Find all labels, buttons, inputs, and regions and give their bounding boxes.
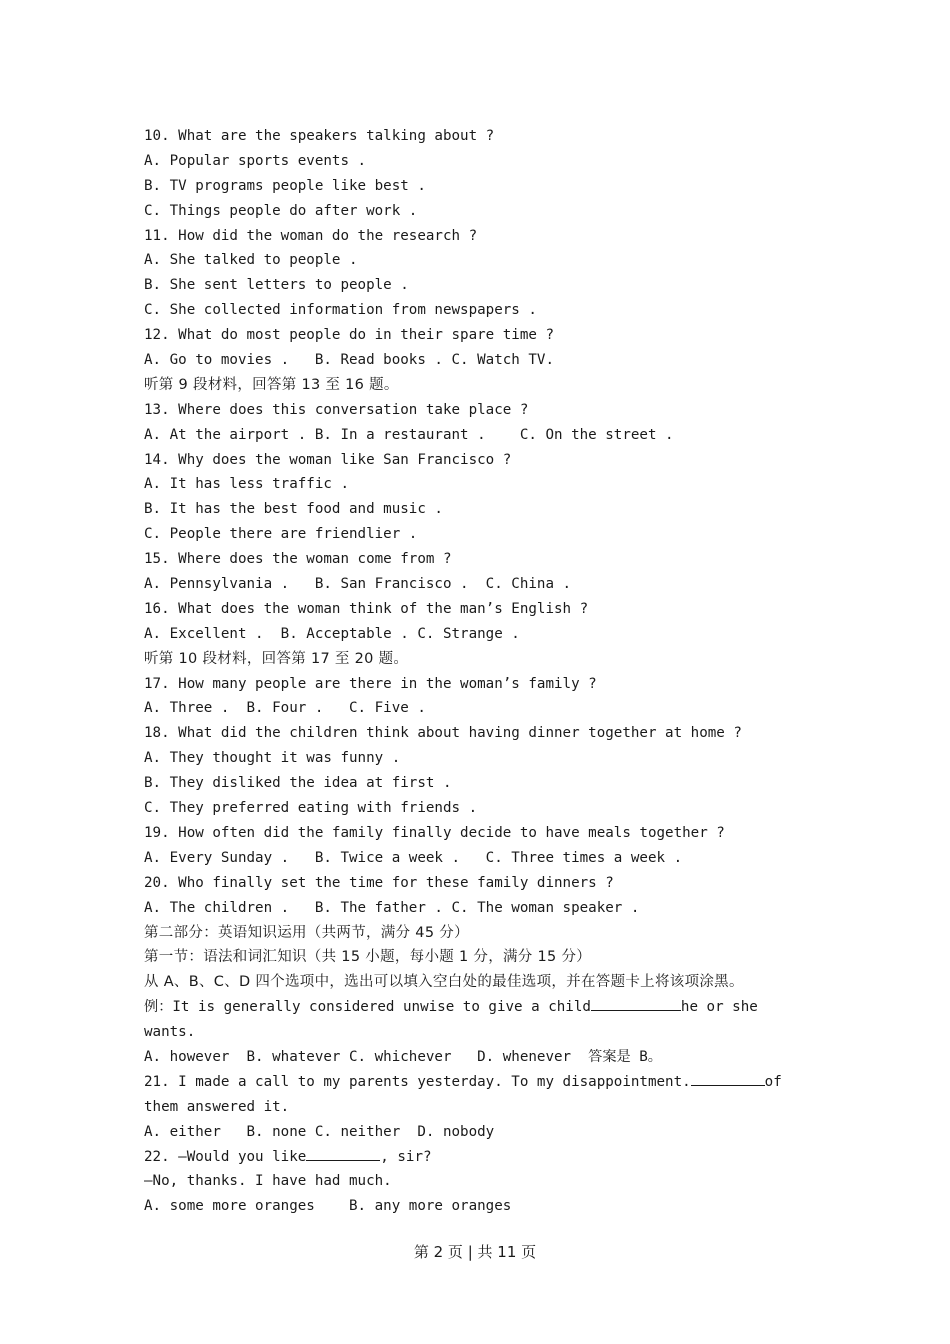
question-22-reply: —No, thanks. I have had much. <box>144 1173 392 1190</box>
page-footer: 第 2 页 | 共 11 页 <box>413 1243 537 1261</box>
text-line: 20. Who finally set the time for these family dinners ? <box>144 874 614 891</box>
text-line: A. At the airport . B. In a restaurant . C. On the street . <box>144 426 674 443</box>
example-options: A. however B. whatever C. whichever D. whenever 答案是 B。 <box>144 1048 662 1065</box>
text-line: C. Things people do after work . <box>144 202 418 219</box>
answer-blank <box>306 1146 380 1161</box>
question-22-options: A. some more oranges B. any more oranges <box>144 1198 512 1215</box>
text-line: A. They thought it was funny . <box>144 750 401 767</box>
exam-page-body <box>144 124 824 1219</box>
text-line: 13. Where does this conversation take place ? <box>144 401 529 418</box>
text-line: 12. What do most people do in their spare time ? <box>144 327 554 344</box>
answer-blank <box>691 1071 765 1086</box>
text-line: 听第 9 段材料，回答第 13 至 16 题。 <box>144 376 399 393</box>
question-22-text-after: , sir? <box>380 1148 432 1165</box>
text-line: A. The children . B. The father . C. The woman speaker . <box>144 899 640 916</box>
text-line: A. Popular sports events . <box>144 152 367 169</box>
text-line: 19. How often did the family finally decide to have meals together ? <box>144 824 725 841</box>
answer-blank <box>591 996 681 1011</box>
question-21-options: A. either B. none C. neither D. nobody <box>144 1123 495 1140</box>
text-line: 17. How many people are there in the woman’s family ? <box>144 675 597 692</box>
text-line: A. She talked to people . <box>144 252 358 269</box>
text-line: C. People there are friendlier . <box>144 526 418 543</box>
text-line: 从 A、B、C、D 四个选项中，选出可以填入空白处的最佳选项，并在答题卡上将该项涂黑。 <box>144 974 744 991</box>
text-line: B. They disliked the idea at first . <box>144 775 452 792</box>
text-line: 16. What does the woman think of the man’s English ? <box>144 600 589 617</box>
text-line: 11. How did the woman do the research ? <box>144 227 478 244</box>
example-line-2: wants. <box>144 1024 196 1041</box>
question-lines <box>144 124 824 995</box>
question-21-text: 21. I made a call to my parents yesterday. To my disappointment. <box>144 1073 691 1090</box>
example-text: 例：It is generally considered unwise to give a child <box>144 999 591 1016</box>
question-22 <box>144 1145 824 1170</box>
example-line <box>144 995 824 1020</box>
text-line: A. Pennsylvania . B. San Francisco . C. China . <box>144 576 572 593</box>
question-22-text: 22. —Would you like <box>144 1148 307 1165</box>
text-line: 第二部分：英语知识运用（共两节，满分 45 分） <box>144 924 469 941</box>
text-line: 第一节：语法和词汇知识（共 15 小题，每小题 1 分，满分 15 分） <box>144 949 592 966</box>
text-line: A. Go to movies . B. Read books . C. Watch TV. <box>144 352 554 369</box>
text-line: C. They preferred eating with friends . <box>144 800 478 817</box>
text-line: B. She sent letters to people . <box>144 277 409 294</box>
text-line: A. Excellent . B. Acceptable . C. Strange . <box>144 625 520 642</box>
text-line: 15. Where does the woman come from ? <box>144 551 452 568</box>
text-line: 18. What did the children think about having dinner together at home ? <box>144 725 742 742</box>
text-line: B. TV programs people like best . <box>144 177 426 194</box>
text-line: A. It has less traffic . <box>144 476 349 493</box>
text-line: 10. What are the speakers talking about ? <box>144 128 495 144</box>
question-21-text-after: of <box>764 1073 782 1090</box>
text-line: 14. Why does the woman like San Francisco ? <box>144 451 512 468</box>
example-text-after: he or she <box>680 999 758 1016</box>
text-line: 听第 10 段材料，回答第 17 至 20 题。 <box>144 650 409 667</box>
text-line: C. She collected information from newspapers . <box>144 302 537 319</box>
text-line: A. Three . B. Four . C. Five . <box>144 700 426 717</box>
question-21 <box>144 1070 824 1095</box>
question-21-line-2: them answered it. <box>144 1098 290 1115</box>
text-line: A. Every Sunday . B. Twice a week . C. Three times a week . <box>144 849 683 866</box>
text-line: B. It has the best food and music . <box>144 501 443 518</box>
